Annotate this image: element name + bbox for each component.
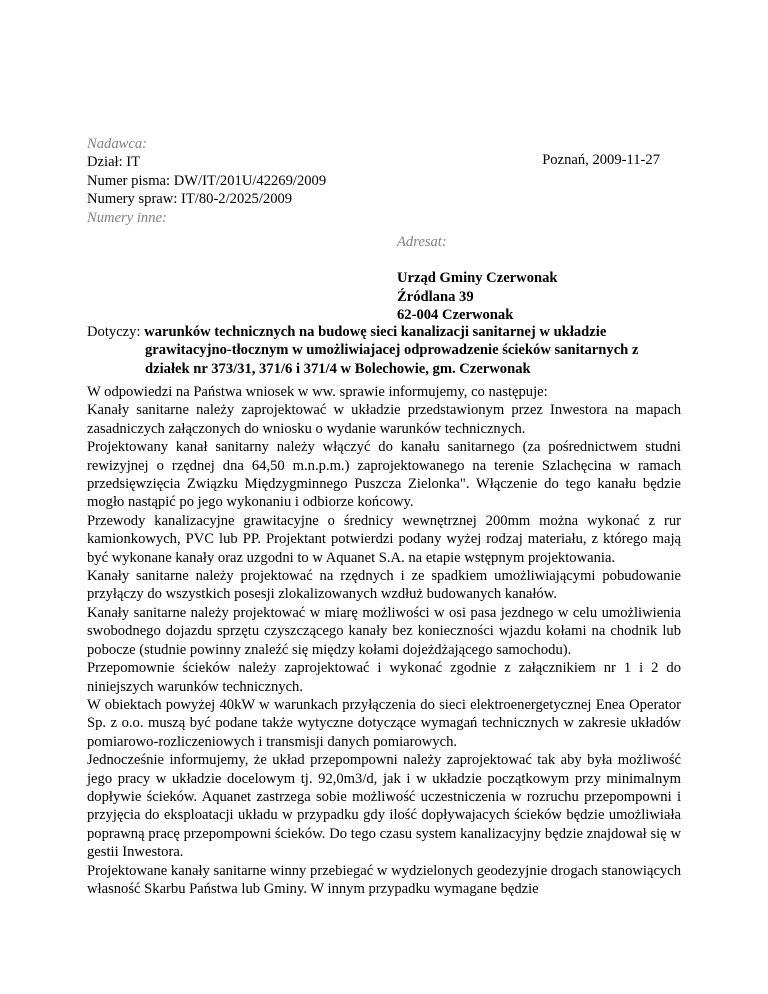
letter-number: Numer pisma: DW/IT/201U/42269/2009 [87,172,327,189]
subject-line-3: działek nr 373/31, 371/6 i 371/4 w Bolechowie, gm. Czerwonak [145,360,531,377]
recipient-name: Urząd Gminy Czerwonak [397,270,558,287]
recipient-block [397,233,558,325]
body-paragraph: Jednocześnie informujemy, że układ przepompowni należy zaprojektować tak aby była możliwość jego pracy w układzie docelowym tj. 92,0m3/d, jak i w układzie początkowym przy minimalnym dopływie ścieków. Aquanet zastrzega sobie możliwość uczestniczenia w rozruchu przepompowni i przyjęcia do eksploatacji układu w przypadku gdy ilość dopływajacych ścieków będzie umożliwiała poprawną pracę przepompowni ścieków. Do tego czasu system kanalizacyjny będzie znajdował się w gestii Inwestora. [87,752,681,861]
case-numbers: Numery spraw: IT/80-2/2025/2009 [87,191,293,208]
body-paragraph: W obiektach powyżej 40kW w warunkach przyłączenia do sieci elektroenergetycznej Enea Operator Sp. z o.o. muszą być podane także wytyczne dotyczące wymagań technicznych w zakresie układów pomiarowo-rozliczeniowych i transmisji danych pomiarowych. [87,696,681,750]
body-paragraph: Kanały sanitarne należy zaprojektować w układzie przedstawionym przez Inwestora na mapach zasadniczych załączonych do wniosku o wydanie warunków technicznych. [87,402,681,437]
letter-date: Poznań, 2009-11-27 [542,152,660,168]
sender-label: Nadawca: [87,136,147,152]
subject-line-1: warunków technicznych na budowę sieci kanalizacji sanitarnej w układzie [144,324,607,340]
recipient-city: 62-004 Czerwonak [397,307,514,324]
body-paragraph: Kanały sanitarne należy projektować w miarę możliwości w osi pasa jezdnego w celu umożliwienia swobodnego dojazdu sprzętu czyszczącego kanały bez konieczności wjazdu kołami na chodnik lub pobocze (studnie powinny znaleźć się między kołami dojeżdżającego samochodu). [87,604,681,658]
sender-block [87,135,326,227]
subject-label: Dotyczy: [87,324,141,340]
sender-department: Dział: IT [87,154,141,171]
recipient-street: Źródlana 39 [397,288,474,305]
other-numbers: Numery inne: [87,209,167,226]
body-paragraph: Przepomownie ścieków należy zaprojektować i wykonać zgodnie z załącznikiem nr 1 i 2 do niniejszych warunków technicznych. [87,660,681,695]
body-paragraph: Kanały sanitarne należy projektować na rzędnych i ze spadkiem umożliwiającymi pobudowanie przyłączy do wszystkich posesji zlokalizowanych wzdłuż budowanych kanałów. [87,568,681,603]
body-paragraph: Projektowane kanały sanitarne winny przebiegać w wydzielonych geodezyjnie drogach stanowiących własność Skarbu Państwa lub Gminy. W innym przypadku wymagane będzie [87,862,681,897]
body-paragraph: Przewody kanalizacyjne grawitacyjne o średnicy wewnętrznej 200mm można wykonać z rur kamionkowych, PVC lub PP. Projektant potwierdzi podany wyżej rodzaj materiału, z którego mają być wykonane kanały oraz uzgodni to w Aquanet S.A. na etapie wstępnym projektowania. [87,512,681,566]
letter-body [87,383,681,898]
subject-block [87,323,681,378]
subject-line-2: grawitacyjno-tłocznym w umożliwiajacej odprowadzenie ścieków sanitarnych z [145,342,639,359]
body-paragraph: Projektowany kanał sanitarny należy włączyć do kanału sanitarnego (za pośrednictwem studni rewizyjnej o rzędnej dna 64,50 m.n.p.m.) zaprojektowanego na terenie Szlachęcina w ramach przedsięwzięcia Związku Międzygminnego Puszcza Zielonka". Włączenie do tego kanału będzie mogło nastąpić po jego wykonaniu i odbiorze końcowy. [87,439,681,511]
recipient-label: Adresat: [397,234,447,250]
body-paragraph: W odpowiedzi na Państwa wniosek w ww. sprawie informujemy, co następuje: [87,384,548,400]
